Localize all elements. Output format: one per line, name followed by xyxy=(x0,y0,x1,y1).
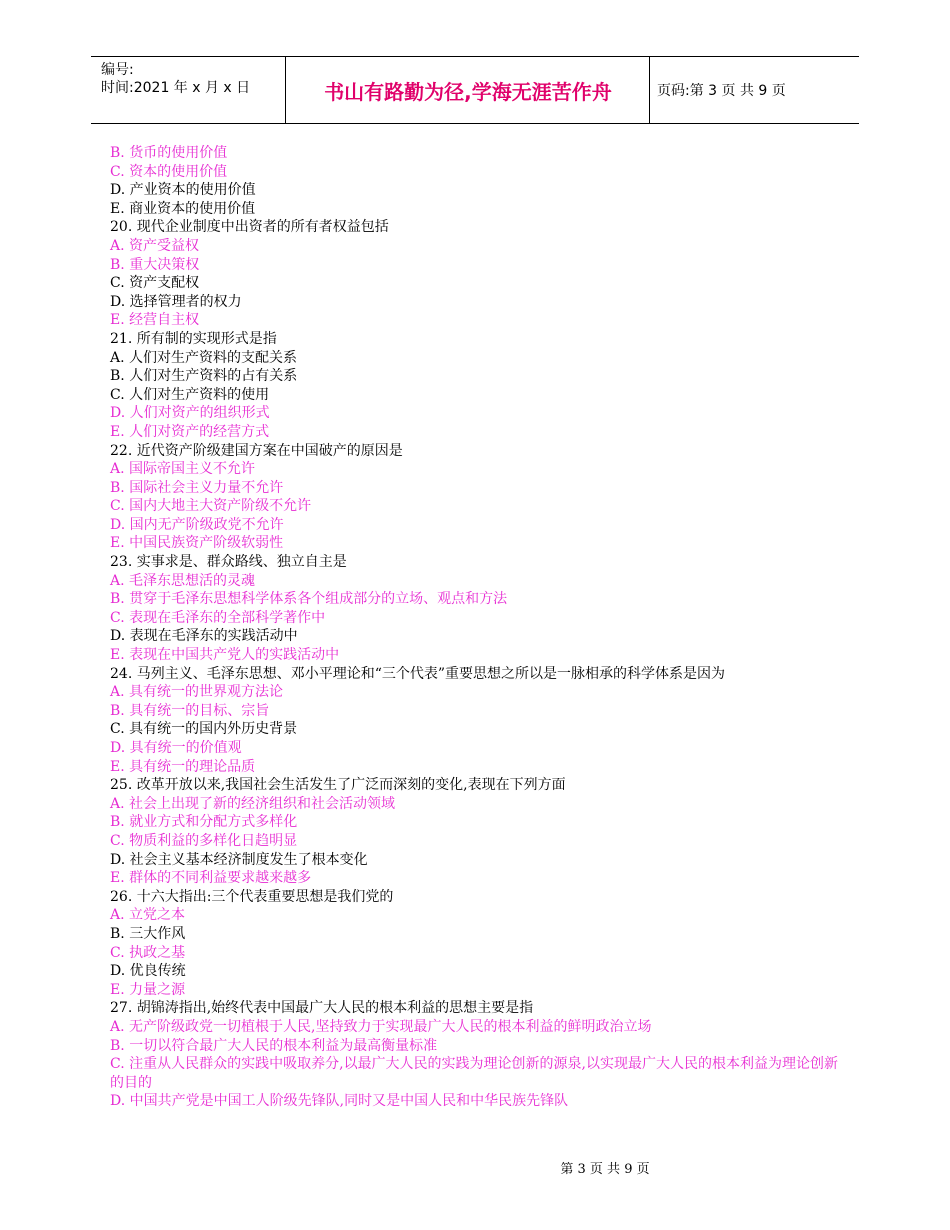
answer-option: A. 立党之本 xyxy=(110,907,186,924)
header-meta xyxy=(101,61,250,97)
question-stem: 20. 现代企业制度中出资者的所有者权益包括 xyxy=(110,219,389,236)
page-header xyxy=(91,56,859,124)
answer-option: C. 具有统一的国内外历史背景 xyxy=(110,721,298,738)
answer-option: C. 资本的使用价值 xyxy=(110,163,228,180)
answer-option: D. 人们对资产的组织形式 xyxy=(110,405,270,422)
answer-option: A. 资产受益权 xyxy=(110,237,200,254)
answer-option: B. 人们对生产资料的占有关系 xyxy=(110,368,298,385)
answer-option: C. 人们对生产资料的使用 xyxy=(110,386,270,403)
answer-option: A. 国际帝国主义不允许 xyxy=(110,461,256,478)
answer-option: E. 群体的不同利益要求越来越多 xyxy=(110,870,312,887)
answer-option: E. 商业资本的使用价值 xyxy=(110,200,256,217)
question-stem: 27. 胡锦涛指出,始终代表中国最广大人民的根本利益的思想主要是指 xyxy=(110,1000,534,1017)
page-footer: 第 3 页 共 9 页 xyxy=(560,1162,650,1177)
answer-option: E. 经营自主权 xyxy=(110,312,200,329)
answer-option: B. 国际社会主义力量不允许 xyxy=(110,479,284,496)
question-stem: 25. 改革开放以来,我国社会生活发生了广泛而深刻的变化,表现在下列方面 xyxy=(110,777,566,794)
answer-option: B. 就业方式和分配方式多样化 xyxy=(110,814,298,831)
answer-option: C. 执政之基 xyxy=(110,944,186,961)
answer-option: D. 表现在毛泽东的实践活动中 xyxy=(110,628,298,645)
answer-option: C. 注重从人民群众的实践中吸取养分,以最广大人民的实践为理论创新的源泉,以实现最广大人民的根本利益为理论创新的目的 xyxy=(110,1056,839,1091)
number-label: 编号: xyxy=(101,62,134,78)
answer-option: E. 表现在中国共产党人的实践活动中 xyxy=(110,647,340,664)
answer-option: D. 社会主义基本经济制度发生了根本变化 xyxy=(110,851,368,868)
question-stem: 22. 近代资产阶级建国方案在中国破产的原因是 xyxy=(110,442,403,459)
answer-option: B. 具有统一的目标、宗旨 xyxy=(110,702,270,719)
answer-option: C. 物质利益的多样化日趋明显 xyxy=(110,832,298,849)
answer-option: D. 中国共产党是中国工人阶级先锋队,同时又是中国人民和中华民族先锋队 xyxy=(110,1093,569,1110)
answer-option: A. 无产阶级政党一切植根于人民,坚持致力于实现最广大人民的根本利益的鲜明政治立场 xyxy=(110,1018,652,1035)
answer-option: E. 人们对资产的经营方式 xyxy=(110,423,270,440)
answer-option: D. 优良传统 xyxy=(110,963,186,980)
answer-option: D. 国内无产阶级政党不允许 xyxy=(110,516,284,533)
time-label: 时间:2021 年 x 月 x 日 xyxy=(101,80,251,96)
answer-option: A. 人们对生产资料的支配关系 xyxy=(110,349,298,366)
answer-option: D. 具有统一的价值观 xyxy=(110,740,242,756)
answer-option: C. 资产支配权 xyxy=(110,275,200,292)
answer-option: B. 三大作风 xyxy=(110,925,186,942)
header-page-label: 页码:第 3 页 共 9 页 xyxy=(657,83,786,99)
answer-option: E. 力量之源 xyxy=(110,981,186,998)
answer-option: B. 重大决策权 xyxy=(110,256,200,273)
answer-option: E. 中国民族资产阶级软弱性 xyxy=(110,535,284,552)
answer-option: B. 一切以符合最广大人民的根本利益为最高衡量标准 xyxy=(110,1037,438,1054)
header-divider-right xyxy=(649,57,650,123)
question-stem: 23. 实事求是、群众路线、独立自主是 xyxy=(110,554,347,571)
answer-option: E. 具有统一的理论品质 xyxy=(110,758,256,775)
answer-option: C. 国内大地主大资产阶级不允许 xyxy=(110,498,312,515)
question-stem: 21. 所有制的实现形式是指 xyxy=(110,330,277,347)
question-stem: 26. 十六大指出:三个代表重要思想是我们党的 xyxy=(110,888,394,905)
header-motto: 书山有路勤为径,学海无涯苦作舟 xyxy=(324,79,612,104)
answer-option: D. 选择管理者的权力 xyxy=(110,293,242,310)
answer-option: D. 产业资本的使用价值 xyxy=(110,182,256,199)
header-divider-left xyxy=(285,57,286,123)
answer-option: B. 货币的使用价值 xyxy=(110,145,228,161)
answer-option: C. 表现在毛泽东的全部科学著作中 xyxy=(110,609,326,626)
answer-option: A. 社会上出现了新的经济组织和社会活动领域 xyxy=(110,795,396,812)
question-list xyxy=(110,144,850,1111)
answer-option: A. 具有统一的世界观方法论 xyxy=(110,684,284,701)
answer-option: B. 贯穿于毛泽东思想科学体系各个组成部分的立场、观点和方法 xyxy=(110,591,508,608)
question-stem: 24. 马列主义、毛泽东思想、邓小平理论和“三个代表”重要思想之所以是一脉相承的科学体系是因为 xyxy=(110,665,726,682)
answer-option: A. 毛泽东思想活的灵魂 xyxy=(110,572,256,589)
